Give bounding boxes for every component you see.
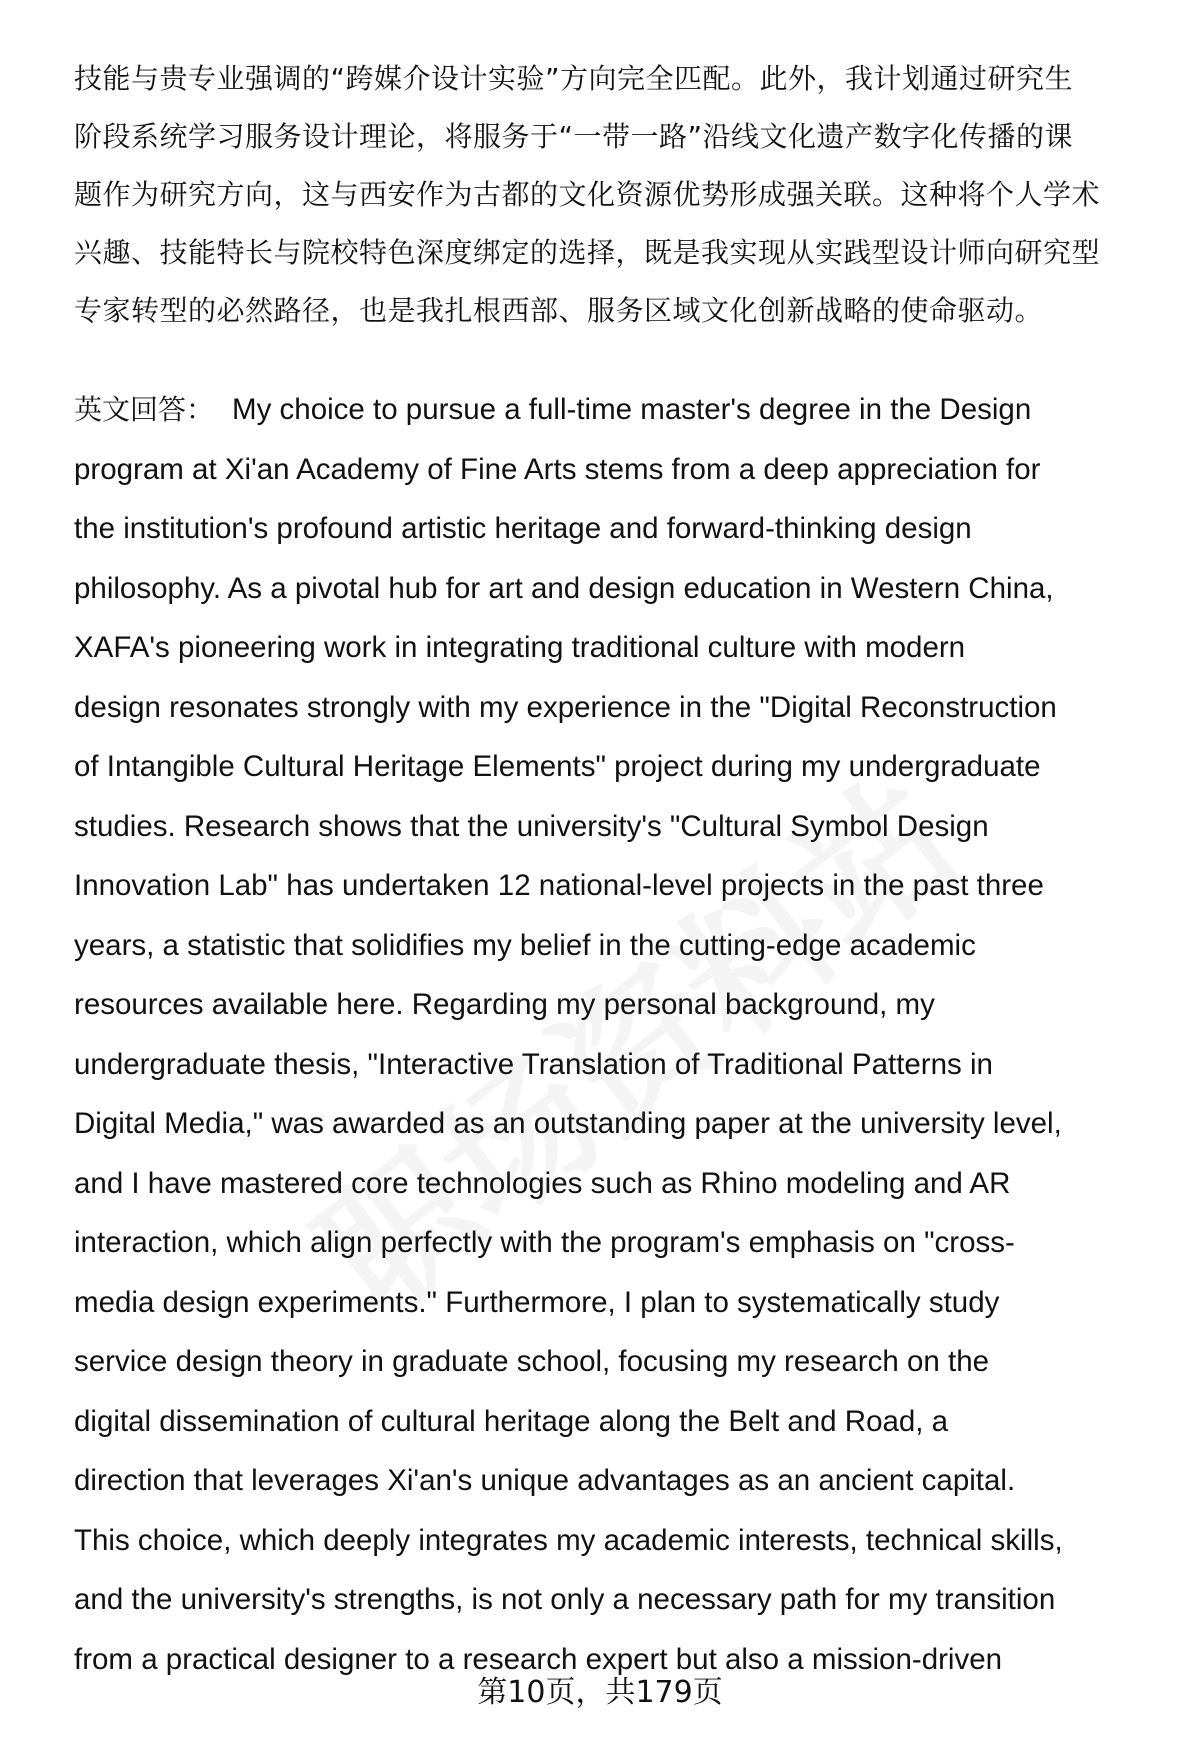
- paragraph-line: 技能与贵专业强调的“跨媒介设计实验”方向完全匹配。此外，我计划通过研究生: [74, 62, 1074, 95]
- english-answer-label: 英文回答：: [74, 393, 215, 426]
- paragraph-line: undergraduate thesis, "Interactive Translation of Traditional Patterns in: [74, 1047, 993, 1081]
- paragraph-line: media design experiments." Furthermore, I plan to systematically study: [74, 1285, 1000, 1319]
- paragraph-line: digital dissemination of cultural heritage along the Belt and Road, a: [74, 1404, 949, 1438]
- paragraph-line: design resonates strongly with my experience in the "Digital Reconstruction: [74, 690, 1057, 724]
- paragraph-line: resources available here. Regarding my personal background, my: [74, 988, 935, 1021]
- paragraph-line: from a practical designer to a research expert but also a mission-driven: [74, 1642, 1003, 1676]
- paragraph-line: interaction, which align perfectly with the program's emphasis on "cross-: [74, 1226, 1015, 1259]
- paragraph-line: and I have mastered core technologies such as Rhino modeling and AR: [74, 1166, 1011, 1200]
- paragraph-line: 阶段系统学习服务设计理论，将服务于“一带一路”沿线文化遗产数字化传播的课: [74, 120, 1074, 153]
- paragraph-line: years, a statistic that solidifies my belief in the cutting-edge academic: [74, 928, 976, 962]
- paragraph-line: 兴趣、技能特长与院校特色深度绑定的选择，既是我实现从实践型设计师向研究型: [74, 236, 1101, 269]
- paragraph-line: Digital Media," was awarded as an outstanding paper at the university level,: [74, 1107, 1062, 1140]
- paragraph-line: philosophy. As a pivotal hub for art and design education in Western China,: [74, 571, 1054, 605]
- paragraph-line: Innovation Lab" has undertaken 12 national-level projects in the past three: [74, 869, 1044, 902]
- paragraph-line-text: My choice to pursue a full-time master's degree in the Design: [232, 393, 1032, 426]
- paragraph-line: 专家转型的必然路径，也是我扎根西部、服务区域文化创新战略的使命驱动。: [74, 294, 1044, 327]
- paragraph-line: the institution's profound artistic heritage and forward-thinking design: [74, 512, 972, 545]
- paragraph-line: [74, 380, 1160, 440]
- paragraph-line: 题作为研究方向，这与西安作为古都的文化资源优势形成强关联。这种将个人学术: [74, 178, 1101, 211]
- paragraph-line: This choice, which deeply integrates my academic interests, technical skills,: [74, 1523, 1063, 1557]
- paragraph-line: program at Xi'an Academy of Fine Arts stems from a deep appreciation for: [74, 452, 1041, 486]
- paragraph-line: of Intangible Cultural Heritage Elements" project during my undergraduate: [74, 750, 1041, 783]
- paragraph-line: direction that leverages Xi'an's unique advantages as an ancient capital.: [74, 1464, 1016, 1497]
- paragraph-line: service design theory in graduate school, focusing my research on the: [74, 1345, 990, 1378]
- chinese-paragraph: [74, 50, 1154, 340]
- paragraph-line: XAFA's pioneering work in integrating traditional culture with modern: [74, 631, 966, 664]
- paragraph-line: and the university's strengths, is not only a necessary path for my transition: [74, 1583, 1056, 1616]
- paragraph-line: studies. Research shows that the university's "Cultural Symbol Design: [74, 809, 989, 843]
- page-number-footer: 第10页，共179页: [477, 1675, 723, 1710]
- english-answer-paragraph: [74, 380, 1160, 1689]
